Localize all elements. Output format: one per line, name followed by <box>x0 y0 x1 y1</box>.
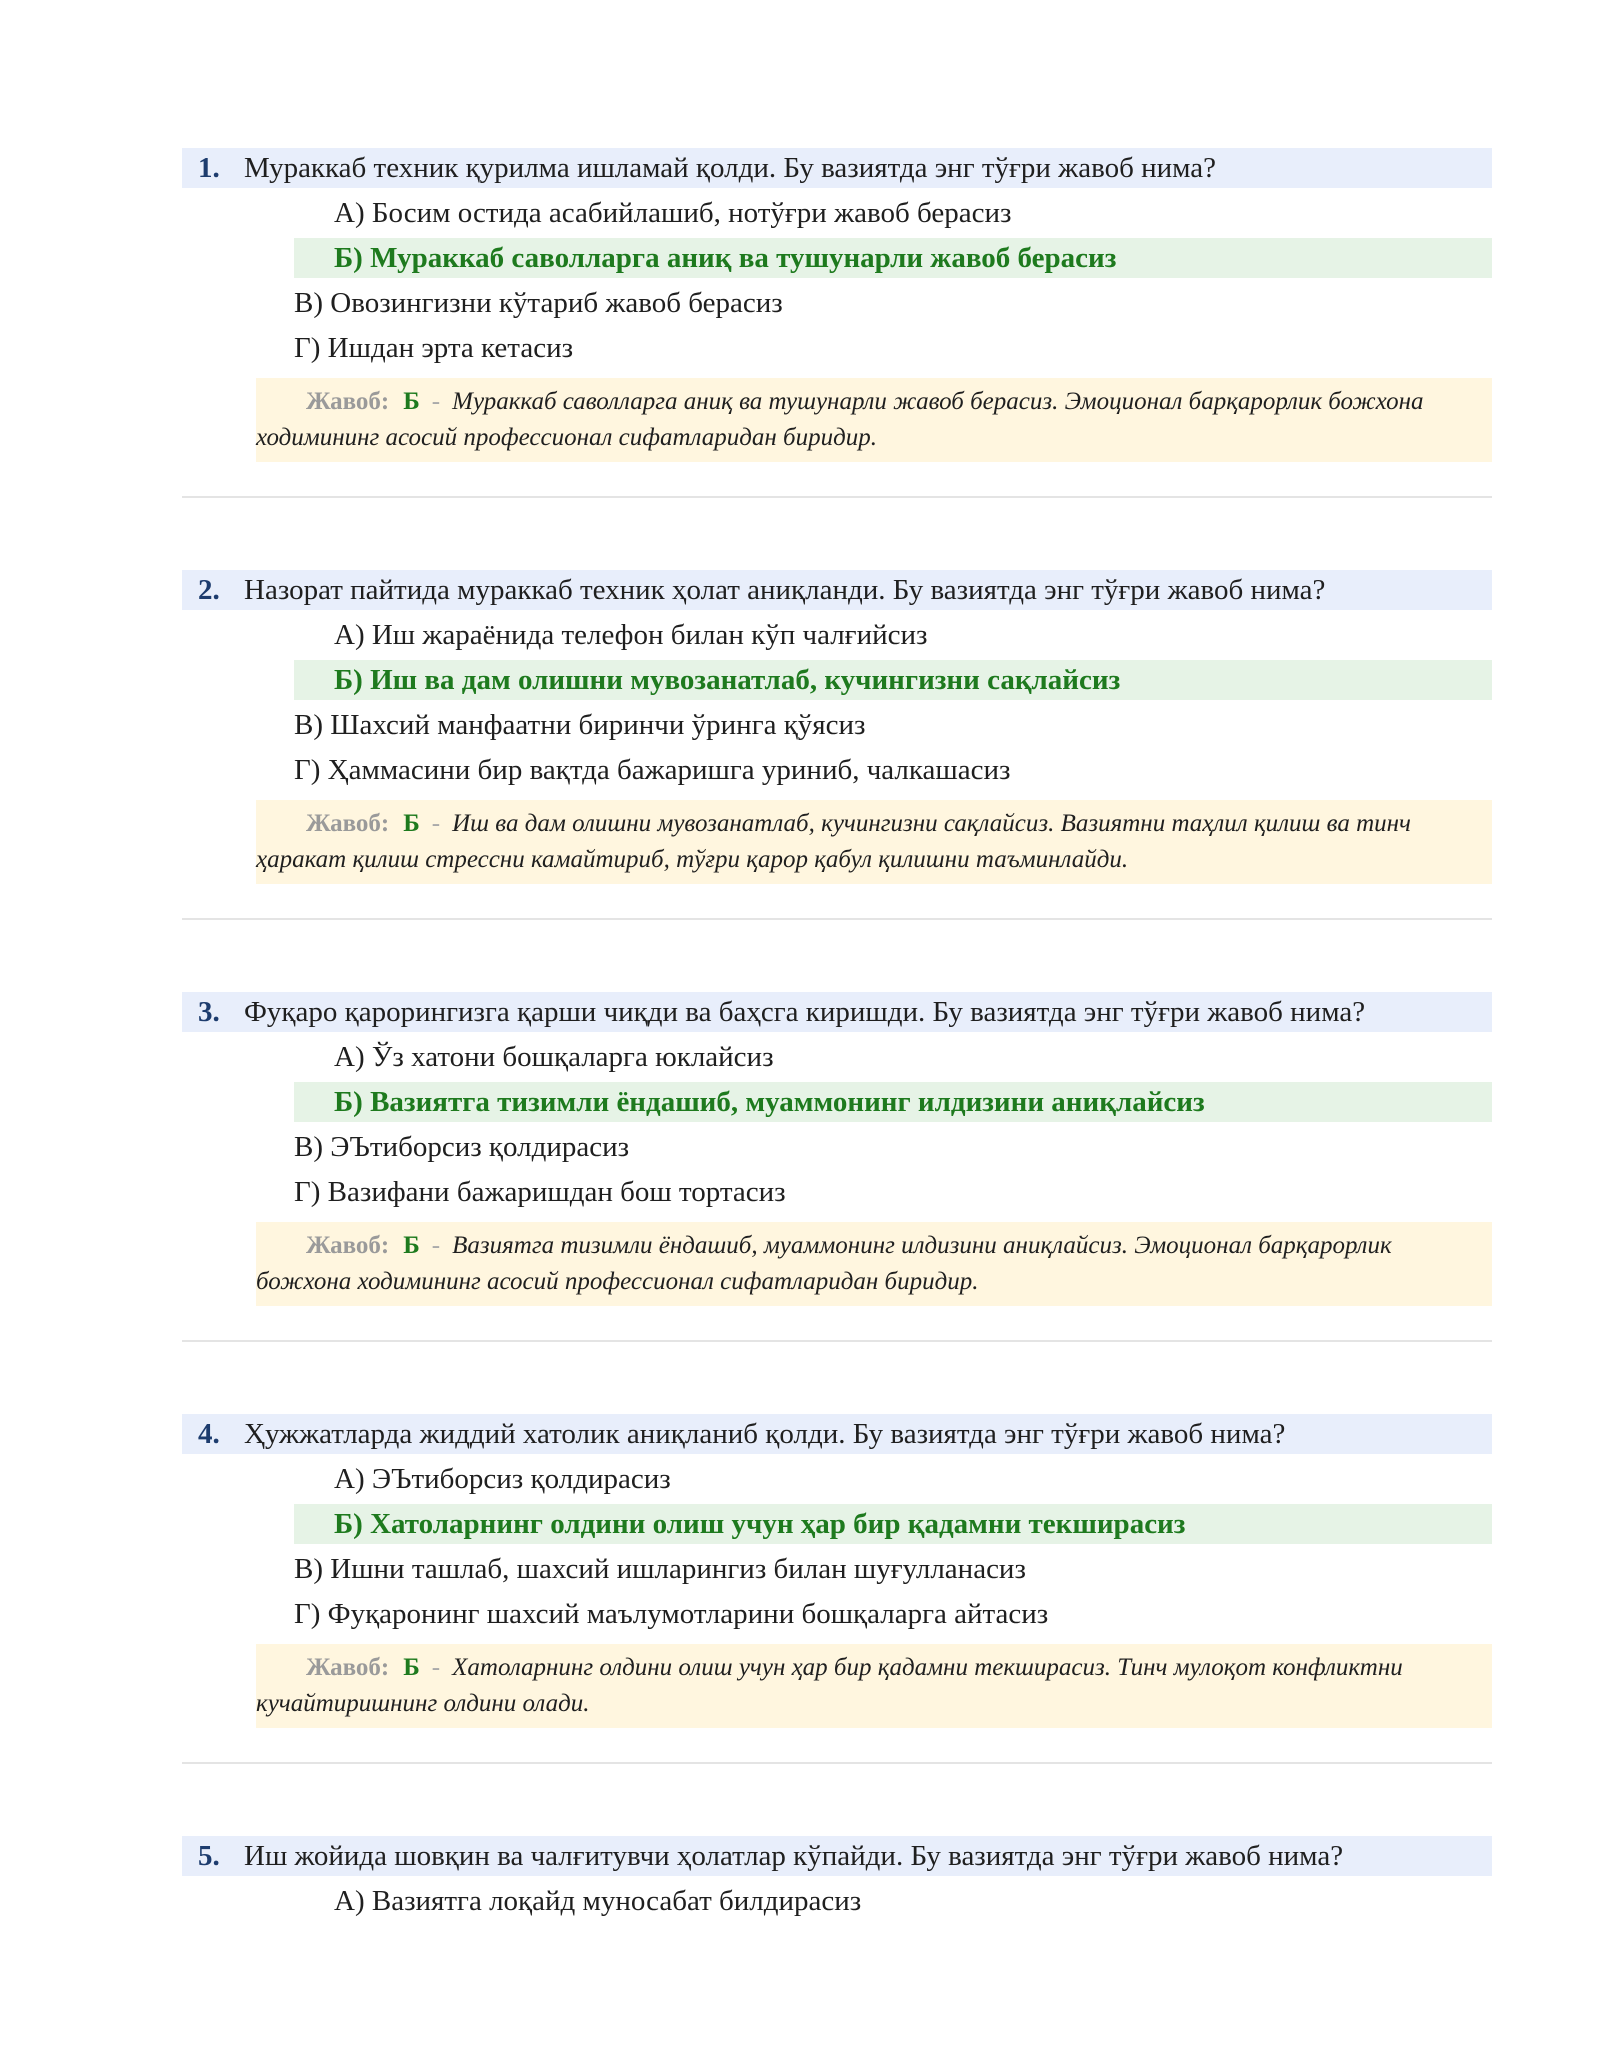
question-4 <box>182 1414 1492 1728</box>
question-5 <box>182 1836 1492 1921</box>
question-separator <box>182 1762 1492 1764</box>
question-separator <box>182 1340 1492 1342</box>
answer-dash: - <box>431 810 441 837</box>
question-number: 1. <box>198 152 220 184</box>
answer-letter: Б <box>403 388 420 415</box>
question-text: Назорат пайтида мураккаб техник ҳолат аниқланди. Бу вазиятда энг тўғри жавоб нима? <box>244 574 1326 606</box>
question-number: 3. <box>198 996 220 1028</box>
question-number: 4. <box>198 1418 220 1450</box>
question-header <box>182 570 1492 610</box>
answer-dash: - <box>431 1654 441 1681</box>
question-separator <box>182 496 1492 498</box>
option-a: А) Ўз хатони бошқаларга юклайсиз <box>334 1041 774 1073</box>
option-c: В) Ишни ташлаб, шахсий ишларингиз билан шуғулланасиз <box>294 1553 1026 1585</box>
answer-label: Жавоб: <box>306 1654 390 1681</box>
option-a: А) ЭЪтиборсиз қолдирасиз <box>334 1463 671 1495</box>
option-a: А) Босим остида асабийлашиб, нотўғри жавоб берасиз <box>334 197 1012 229</box>
question-number: 5. <box>198 1840 220 1872</box>
question-1 <box>182 148 1492 462</box>
answer-label: Жавоб: <box>306 810 390 837</box>
question-separator <box>182 918 1492 920</box>
answer-letter: Б <box>403 1232 420 1259</box>
option-b-correct: Б) Мураккаб саволларга аниқ ва тушунарли жавоб берасиз <box>294 238 1492 278</box>
question-text: Ҳужжатларда жиддий хатолик аниқланиб қолди. Бу вазиятда энг тўғри жавоб нима? <box>244 1418 1286 1450</box>
answer-explanation: Мураккаб саволларга аниқ ва тушунарли жавоб берасиз. Эмоционал барқарорлик божхона ходимининг асосий профессионал сифатларидан биридир. <box>256 388 1424 451</box>
option-c: В) Шахсий манфаатни биринчи ўринга қўясиз <box>294 709 866 741</box>
option-a: А) Иш жараёнида телефон билан кўп чалғийсиз <box>334 619 928 651</box>
answer-box <box>256 1222 1492 1306</box>
answer-box <box>256 378 1492 462</box>
answer-explanation: Иш ва дам олишни мувозанатлаб, кучингизни сақлайсиз. Вазиятни таҳлил қилиш ва тинч ҳаракат қилиш стрессни камайтириб, тўғри қарор қабул қилишни таъминлайди. <box>256 810 1411 873</box>
question-text: Иш жойида шовқин ва чалғитувчи ҳолатлар кўпайди. Бу вазиятда энг тўғри жавоб нима? <box>244 1840 1344 1872</box>
question-text: Фуқаро қарорингизга қарши чиқди ва баҳсга киришди. Бу вазиятда энг тўғри жавоб нима? <box>244 996 1366 1028</box>
question-header <box>182 992 1492 1032</box>
option-b-correct: Б) Хатоларнинг олдини олиш учун ҳар бир қадамни текширасиз <box>294 1504 1492 1544</box>
question-header <box>182 1836 1492 1876</box>
option-c: В) ЭЪтиборсиз қолдирасиз <box>294 1131 630 1163</box>
answer-label: Жавоб: <box>306 388 390 415</box>
answer-letter: Б <box>403 810 420 837</box>
question-header <box>182 148 1492 188</box>
option-d: Г) Ҳаммасини бир вақтда бажаришга уриниб, чалкашасиз <box>294 754 1011 786</box>
question-text: Мураккаб техник қурилма ишламай қолди. Бу вазиятда энг тўғри жавоб нима? <box>244 152 1217 184</box>
option-d: Г) Вазифани бажаришдан бош тортасиз <box>294 1176 786 1208</box>
question-header <box>182 1414 1492 1454</box>
question-2 <box>182 570 1492 884</box>
option-a: А) Вазиятга лоқайд муносабат билдирасиз <box>334 1885 862 1917</box>
option-b-correct: Б) Иш ва дам олишни мувозанатлаб, кучингизни сақлайсиз <box>294 660 1492 700</box>
answer-box <box>256 800 1492 884</box>
answer-dash: - <box>431 1232 441 1259</box>
question-3 <box>182 992 1492 1306</box>
option-d: Г) Ишдан эрта кетасиз <box>294 332 574 364</box>
answer-box <box>256 1644 1492 1728</box>
answer-label: Жавоб: <box>306 1232 390 1259</box>
answer-explanation: Хатоларнинг олдини олиш учун ҳар бир қадамни текширасиз. Тинч мулоқот конфликтни кучайтиришнинг олдини олади. <box>256 1654 1403 1717</box>
answer-dash: - <box>431 388 441 415</box>
option-d: Г) Фуқаронинг шахсий маълумотларини бошқаларга айтасиз <box>294 1598 1049 1630</box>
answer-letter: Б <box>403 1654 420 1681</box>
question-number: 2. <box>198 574 220 606</box>
option-b-correct: Б) Вазиятга тизимли ёндашиб, муаммонинг илдизини аниқлайсиз <box>294 1082 1492 1122</box>
option-c: В) Овозингизни кўтариб жавоб берасиз <box>294 287 783 319</box>
answer-explanation: Вазиятга тизимли ёндашиб, муаммонинг илдизини аниқлайсиз. Эмоционал барқарорлик божхона ходимининг асосий профессионал сифатларидан биридир. <box>256 1232 1392 1295</box>
